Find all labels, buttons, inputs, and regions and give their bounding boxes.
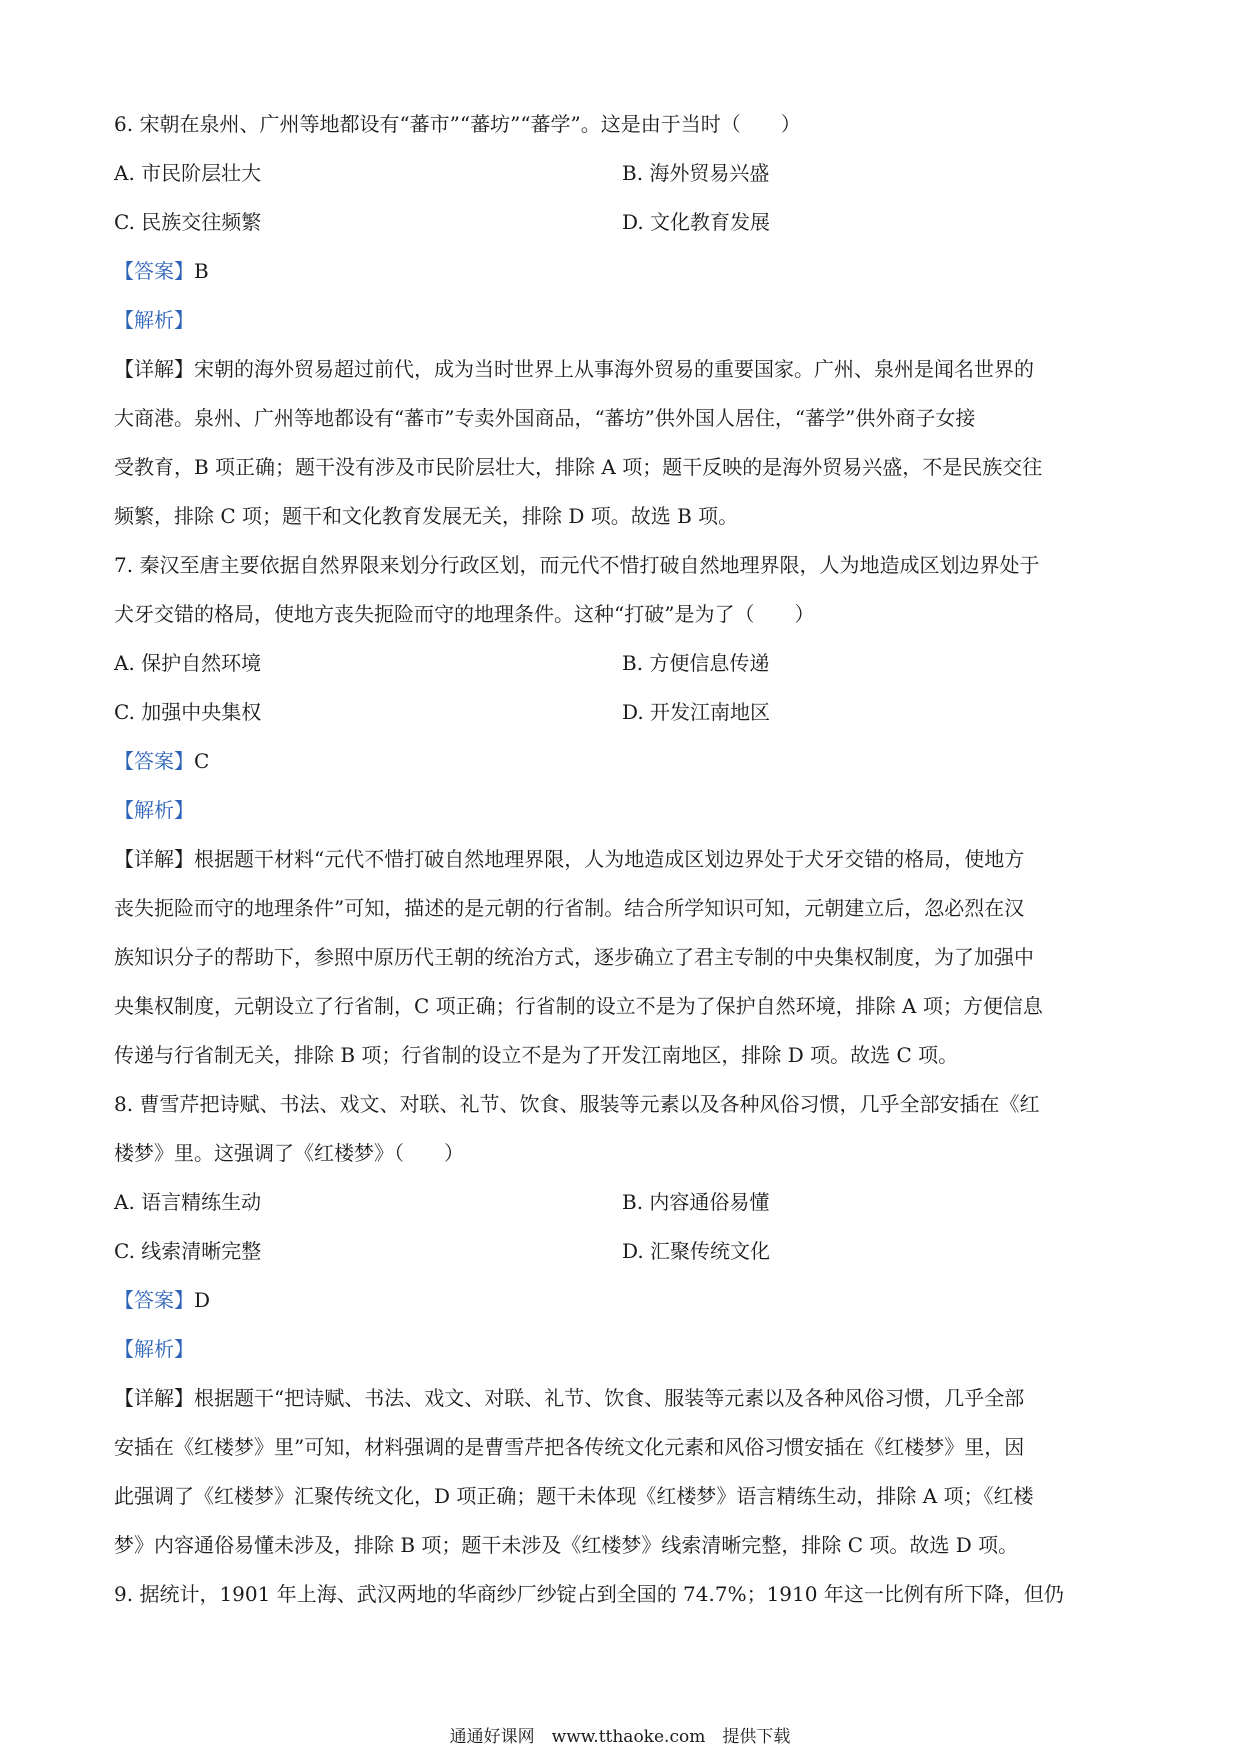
q8-analysis	[114, 1325, 1134, 1374]
q7-stem-line: 犬牙交错的格局，使地方丧失扼险而守的地理条件。这种“打破”是为了（ ）	[114, 602, 815, 626]
q7-options-row-2	[114, 688, 1134, 737]
answer-tag: 【答案】	[114, 1288, 194, 1312]
q8-option-a: A. 语言精练生动	[114, 1190, 262, 1214]
q8-option-d: D. 汇聚传统文化	[622, 1239, 771, 1263]
detail-line: 【详解】根据题干“把诗赋、书法、戏文、对联、礼节、饮食、服装等元素以及各种风俗习惯，几乎全部	[114, 1386, 1025, 1410]
answer-value: B	[194, 259, 209, 283]
q6-detail	[114, 345, 1134, 541]
q8-options-row-2	[114, 1227, 1134, 1276]
analysis-tag: 【解析】	[114, 798, 194, 822]
q7-stem-line: 7. 秦汉至唐主要依据自然界限来划分行政区划，而元代不惜打破自然地理界限，人为地造成区划边界处于	[114, 553, 1040, 577]
q8-option-b: B. 内容通俗易懂	[622, 1190, 770, 1214]
answer-tag: 【答案】	[114, 259, 194, 283]
detail-line: 族知识分子的帮助下，参照中原历代王朝的统治方式，逐步确立了君主专制的中央集权制度，为了加强中	[114, 945, 1034, 969]
document-page	[114, 100, 1134, 1619]
answer-value: C	[194, 749, 210, 773]
q8-detail	[114, 1374, 1134, 1570]
q8-answer	[114, 1276, 1134, 1325]
q7-option-c: C. 加强中央集权	[114, 700, 262, 724]
q7-option-b: B. 方便信息传递	[622, 651, 770, 675]
q7-option-d: D. 开发江南地区	[622, 700, 771, 724]
answer-value: D	[194, 1288, 211, 1312]
detail-line: 【详解】宋朝的海外贸易超过前代，成为当时世界上从事海外贸易的重要国家。广州、泉州是闻名世界的	[114, 357, 1034, 381]
q8-options-row-1	[114, 1178, 1134, 1227]
q6-analysis	[114, 296, 1134, 345]
detail-tag: 【详解】	[114, 847, 194, 871]
detail-tag: 【详解】	[114, 1386, 194, 1410]
detail-line: 大商港。泉州、广州等地都设有“蕃市”专卖外国商品，“蕃坊”供外国人居住，“蕃学”供外商子女接	[114, 406, 976, 430]
detail-line: 此强调了《红楼梦》汇聚传统文化，D 项正确；题干未体现《红楼梦》语言精练生动，排除 A 项；《红楼	[114, 1484, 1034, 1508]
page-footer: 通通好课网 www.tthaoke.com 提供下载	[449, 1727, 791, 1747]
q7-detail	[114, 835, 1134, 1080]
detail-line: 梦》内容通俗易懂未涉及，排除 B 项；题干未涉及《红楼梦》线索清晰完整，排除 C 项。故选 D 项。	[114, 1533, 1019, 1557]
q7-option-a: A. 保护自然环境	[114, 651, 262, 675]
detail-line: 受教育，B 项正确；题干没有涉及市民阶层壮大，排除 A 项；题干反映的是海外贸易兴盛，不是民族交往	[114, 455, 1043, 479]
q6-stem: 6. 宋朝在泉州、广州等地都设有“蕃市”“蕃坊”“蕃学”。这是由于当时（ ）	[114, 112, 801, 136]
q6-option-a: A. 市民阶层壮大	[114, 161, 262, 185]
q7-analysis	[114, 786, 1134, 835]
detail-line: 传递与行省制无关，排除 B 项；行省制的设立不是为了开发江南地区，排除 D 项。故选 C 项。	[114, 1043, 959, 1067]
detail-line: 【详解】根据题干材料“元代不惜打破自然地理界限，人为地造成区划边界处于犬牙交错的格局，使地方	[114, 847, 1025, 871]
analysis-tag: 【解析】	[114, 308, 194, 332]
q6-options-row-1	[114, 149, 1134, 198]
detail-tag: 【详解】	[114, 357, 194, 381]
detail-line: 央集权制度，元朝设立了行省制，C 项正确；行省制的设立不是为了保护自然环境，排除 A 项；方便信息	[114, 994, 1043, 1018]
analysis-tag: 【解析】	[114, 1337, 194, 1361]
q7-options-row-1	[114, 639, 1134, 688]
answer-tag: 【答案】	[114, 749, 194, 773]
q6-option-b: B. 海外贸易兴盛	[622, 161, 770, 185]
q6-options-row-2	[114, 198, 1134, 247]
detail-line: 丧失扼险而守的地理条件”可知，描述的是元朝的行省制。结合所学知识可知，元朝建立后，忽必烈在汉	[114, 896, 1025, 920]
q9-stem: 9. 据统计，1901 年上海、武汉两地的华商纱厂纱锭占到全国的 74.7%；1910 年这一比例有所下降，但仍	[114, 1582, 1064, 1606]
q8-stem-line: 楼梦》里。这强调了《红楼梦》（ ）	[114, 1141, 464, 1165]
q6-answer	[114, 247, 1134, 296]
detail-line: 安插在《红楼梦》里”可知，材料强调的是曹雪芹把各传统文化元素和风俗习惯安插在《红楼梦》里，因	[114, 1435, 1025, 1459]
q6-option-d: D. 文化教育发展	[622, 210, 771, 234]
q8-option-c: C. 线索清晰完整	[114, 1239, 262, 1263]
detail-line: 频繁，排除 C 项；题干和文化教育发展无关，排除 D 项。故选 B 项。	[114, 504, 739, 528]
q6-option-c: C. 民族交往频繁	[114, 210, 262, 234]
q7-answer	[114, 737, 1134, 786]
q8-stem-line: 8. 曹雪芹把诗赋、书法、戏文、对联、礼节、饮食、服装等元素以及各种风俗习惯，几乎全部安插在《红	[114, 1092, 1040, 1116]
